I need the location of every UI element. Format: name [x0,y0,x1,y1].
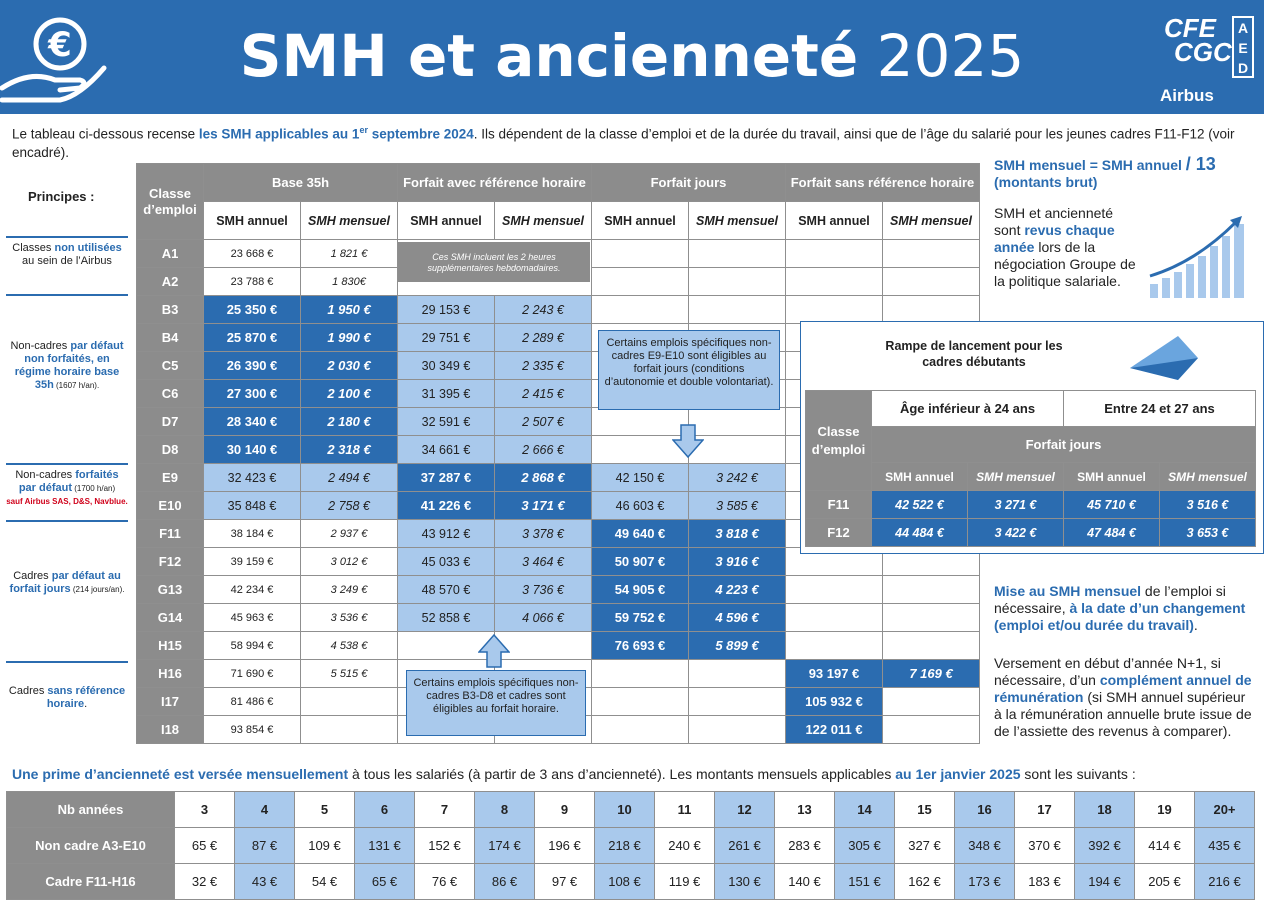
anciennete-cell: 6 [355,792,415,828]
anciennete-cell: 20+ [1195,792,1255,828]
anciennete-cell: 4 [235,792,295,828]
smh-cell: 105 932 € [786,688,883,716]
smh-revision-text: SMH et ancienneté sont revus chaque année lors de la négociation Groupe de la politique salariale. [994,205,1136,289]
anciennete-cell: 130 € [715,864,775,900]
anciennete-cell: 151 € [835,864,895,900]
page-title [0,22,1264,90]
ramp-cell: 47 484 € [1064,519,1160,547]
anciennete-row [7,828,1255,864]
label-cadres-forfait: Cadres par défaut au forfait jours (214 jours/an). [6,520,128,658]
smh-cell: 2 494 € [301,464,398,492]
label-noncadres-35h: Non-cadres par défaut non forfaités, en régime horaire base 35h (1607 h/an). [6,294,128,460]
anciennete-cell: 194 € [1075,864,1135,900]
smh-cell: 48 570 € [398,576,495,604]
smh-cell [689,688,786,716]
arrow-down-icon [672,424,704,458]
title-main: SMH et ancienneté [239,22,859,90]
ramp-cell: 45 710 € [1064,491,1160,519]
smh-cell: 2 100 € [301,380,398,408]
table-row [137,604,980,632]
ramp-cell: 3 422 € [968,519,1064,547]
anciennete-cell: 3 [175,792,235,828]
smh-cell: 31 395 € [398,380,495,408]
smh-cell: 2 289 € [495,324,592,352]
sub-mensuel: SMH mensuel [890,213,972,228]
smh-cell: 54 905 € [592,576,689,604]
classe-cell: H15 [137,632,204,660]
versement-text: Versement en début d’année N+1, si nécessaire, d’un complément annuel de rémunération (si SMH annuel supérieur à la rémunération annuelle brute issue de de l’assiette des revenus à comparer). [994,655,1252,739]
group-base35: Base 35h [204,164,398,202]
smh-cell: 2 937 € [301,520,398,548]
table-row [137,576,980,604]
classe-cell: A1 [137,240,204,268]
anciennete-cell: 10 [595,792,655,828]
logo-cgc: CGC [1174,37,1232,67]
title-year: 2025 [876,22,1025,90]
anciennete-cell: 32 € [175,864,235,900]
anciennete-cell: 131 € [355,828,415,864]
anciennete-row [7,864,1255,900]
ramp-sa: SMH annuel [1064,463,1160,491]
classe-cell: B4 [137,324,204,352]
smh-cell: 27 300 € [204,380,301,408]
smh-cell: 3 736 € [495,576,592,604]
smh-cell: 59 752 € [592,604,689,632]
anciennete-cell: 196 € [535,828,595,864]
smh-cell: 4 538 € [301,632,398,660]
anciennete-row [7,792,1255,828]
smh-cell: 3 378 € [495,520,592,548]
smh-cell: 42 234 € [204,576,301,604]
ramp-age2: Entre 24 et 27 ans [1064,391,1256,427]
ramp-icon [1128,328,1200,384]
group-forfait-jours: Forfait jours [592,164,786,202]
anciennete-cell: 18 [1075,792,1135,828]
classe-cell: G14 [137,604,204,632]
smh-cell: 3 916 € [689,548,786,576]
classe-cell: B3 [137,296,204,324]
smh-cell: 3 818 € [689,520,786,548]
anciennete-cell: 17 [1015,792,1075,828]
smh-cell: 2 666 € [495,436,592,464]
anciennete-cell: 13 [775,792,835,828]
smh-cell: 93 197 € [786,660,883,688]
smh-cell: 1 821 € [301,240,398,268]
smh-cell: 28 340 € [204,408,301,436]
smh-cell: 42 150 € [592,464,689,492]
ramp-row [806,519,1256,547]
anciennete-cell: 392 € [1075,828,1135,864]
group-forfait-sans-ref: Forfait sans référence horaire [786,164,980,202]
smh-cell: 3 012 € [301,548,398,576]
smh-cell: 58 994 € [204,632,301,660]
cfe-cgc-logo [1152,10,1262,110]
principes-label: Principes : [28,189,95,204]
smh-cell [592,688,689,716]
anciennete-cell: 183 € [1015,864,1075,900]
ramp-forfait: Forfait jours [872,427,1256,463]
anciennete-cell: 65 € [355,864,415,900]
smh-cell [301,688,398,716]
anciennete-cell: 305 € [835,828,895,864]
classe-cell: C6 [137,380,204,408]
label-cadres-sans-ref: Cadres sans référence horaire. [6,661,128,741]
callout-b3-d8: Certains emplois spécifiques non-cadres B3-D8 et cadres sont éligibles au forfait horaire. [406,670,586,736]
anciennete-cell: 370 € [1015,828,1075,864]
smh-cell: 2 180 € [301,408,398,436]
sub-mensuel: SMH mensuel [502,213,584,228]
mise-au-smh-text: Mise au SMH mensuel de l’emploi si nécessaire, à la date d’un changement (emploi et/ou durée du travail). [994,583,1246,633]
label-unused: Classes non utilisées au sein de l’Airbus [6,236,128,290]
ramp-classe: F11 [806,491,872,519]
sub-mensuel: SMH mensuel [308,213,390,228]
classe-cell: F12 [137,548,204,576]
smh-cell [786,576,883,604]
ramp-title: Rampe de lancement pour les cadres débutants [885,339,1063,369]
classe-cell: C5 [137,352,204,380]
euro-symbol: € [48,25,72,65]
smh-cell: 2 335 € [495,352,592,380]
arrow-up-icon [478,634,510,668]
anciennete-cell: 152 € [415,828,475,864]
smh-cell: 32 591 € [398,408,495,436]
smh-cell [883,268,980,296]
classe-cell: G13 [137,576,204,604]
ramp-classe: F12 [806,519,872,547]
smh-cell: 122 011 € [786,716,883,744]
smh-cell: 2 318 € [301,436,398,464]
anciennete-cell: 11 [655,792,715,828]
anciennete-cell: 9 [535,792,595,828]
ramp-cell: 3 516 € [1160,491,1256,519]
smh-cell: 71 690 € [204,660,301,688]
smh-cell [883,576,980,604]
logo-aed: AED [1232,16,1254,78]
anciennete-cell: 65 € [175,828,235,864]
sub-mensuel: SMH mensuel [696,213,778,228]
anciennete-cell: 108 € [595,864,655,900]
smh-cell: 39 159 € [204,548,301,576]
smh-cell: 38 184 € [204,520,301,548]
smh-cell: 30 349 € [398,352,495,380]
group-forfait-ref: Forfait avec référence horaire [398,164,592,202]
smh-cell: 49 640 € [592,520,689,548]
smh-cell [592,296,689,324]
smh-cell [689,268,786,296]
growth-chart-icon [1146,212,1258,300]
smh-cell: 3 464 € [495,548,592,576]
smh-cell: 3 536 € [301,604,398,632]
smh-cell [689,660,786,688]
anciennete-cell: 414 € [1135,828,1195,864]
smh-cell [689,296,786,324]
smh-cell: 45 033 € [398,548,495,576]
smh-cell: 4 596 € [689,604,786,632]
anciennete-intro: Une prime d’ancienneté est versée mensuellement à tous les salariés (à partir de 3 ans d’ancienneté). Les montants mensuels applicables au 1er janvier 2025 sont les suivants : [12,766,1136,782]
smh-cell: 50 907 € [592,548,689,576]
smh-cell: 1 950 € [301,296,398,324]
smh-cell: 81 486 € [204,688,301,716]
smh-cell [786,240,883,268]
anciennete-cell: 261 € [715,828,775,864]
label-noncadres-forfait: Non-cadres forfaités par défaut (1700 h/an) sauf Airbus SAS, D&S, Navblue. [6,463,128,517]
ramp-cell: 3 271 € [968,491,1064,519]
ramp-sm: SMH mensuel [968,463,1064,491]
smh-cell: 76 693 € [592,632,689,660]
classe-cell: H16 [137,660,204,688]
smh-cell: 37 287 € [398,464,495,492]
logo-airbus: Airbus [1160,86,1214,105]
anciennete-cell: 5 [295,792,355,828]
anciennete-cell: 218 € [595,828,655,864]
anciennete-cell: 76 € [415,864,475,900]
smh-cell: 2 868 € [495,464,592,492]
note-heures-sup: Ces SMH incluent les 2 heures supplémentaires hebdomadaires. [398,242,590,282]
smh-cell: 2 758 € [301,492,398,520]
smh-cell: 29 751 € [398,324,495,352]
smh-cell: 29 153 € [398,296,495,324]
ramp-cell: 42 522 € [872,491,968,519]
anciennete-cell: 7 [415,792,475,828]
anciennete-cell: 174 € [475,828,535,864]
anciennete-cell: 283 € [775,828,835,864]
smh-cell [786,632,883,660]
classe-cell: A2 [137,268,204,296]
logo-cfe: CFE [1164,13,1216,43]
smh-cell: 23 788 € [204,268,301,296]
smh-cell: 26 390 € [204,352,301,380]
anciennete-cell: 162 € [895,864,955,900]
smh-cell: 46 603 € [592,492,689,520]
header-banner [0,0,1264,114]
anciennete-header: Non cadre A3-E10 [7,828,175,864]
smh-cell: 30 140 € [204,436,301,464]
anciennete-table [6,791,1255,900]
smh-cell: 3 249 € [301,576,398,604]
ramp-sm: SMH mensuel [1160,463,1256,491]
anciennete-cell: 327 € [895,828,955,864]
smh-cell [592,268,689,296]
anciennete-cell: 435 € [1195,828,1255,864]
ramp-col-classe: Classe d’emploi [806,391,872,491]
anciennete-cell: 97 € [535,864,595,900]
anciennete-cell: 16 [955,792,1015,828]
smh-cell: 2 507 € [495,408,592,436]
smh-cell: 1 990 € [301,324,398,352]
classe-cell: I17 [137,688,204,716]
smh-cell: 1 830€ [301,268,398,296]
classe-cell: E9 [137,464,204,492]
ramp-cell: 3 653 € [1160,519,1256,547]
smh-cell [592,716,689,744]
col-classe: Classe d’emploi [137,164,204,240]
smh-cell: 34 661 € [398,436,495,464]
anciennete-cell: 54 € [295,864,355,900]
anciennete-header: Nb années [7,792,175,828]
smh-formula: SMH mensuel = SMH annuel / 13 (montants brut) [994,154,1216,190]
smh-cell: 2 415 € [495,380,592,408]
ramp-cell: 44 484 € [872,519,968,547]
sub-annuel: SMH annuel [204,202,301,240]
anciennete-cell: 173 € [955,864,1015,900]
classe-cell: I18 [137,716,204,744]
smh-cell [592,240,689,268]
smh-cell [689,240,786,268]
anciennete-cell: 86 € [475,864,535,900]
smh-cell: 3 171 € [495,492,592,520]
smh-cell: 3 242 € [689,464,786,492]
anciennete-cell: 109 € [295,828,355,864]
anciennete-cell: 119 € [655,864,715,900]
anciennete-cell: 15 [895,792,955,828]
sub-annuel: SMH annuel [398,202,495,240]
smh-cell: 3 585 € [689,492,786,520]
anciennete-cell: 205 € [1135,864,1195,900]
table-row [137,632,980,660]
anciennete-cell: 14 [835,792,895,828]
smh-cell: 4 066 € [495,604,592,632]
sub-annuel: SMH annuel [786,202,883,240]
smh-cell [786,296,883,324]
ramp-row [806,491,1256,519]
smh-cell [883,716,980,744]
anciennete-header: Cadre F11-H16 [7,864,175,900]
smh-cell [689,716,786,744]
smh-cell [883,688,980,716]
smh-cell: 32 423 € [204,464,301,492]
anciennete-cell: 12 [715,792,775,828]
smh-cell: 93 854 € [204,716,301,744]
smh-cell: 5 515 € [301,660,398,688]
smh-cell: 2 243 € [495,296,592,324]
smh-cell [786,268,883,296]
anciennete-cell: 348 € [955,828,1015,864]
anciennete-cell: 240 € [655,828,715,864]
anciennete-cell: 140 € [775,864,835,900]
smh-cell: 43 912 € [398,520,495,548]
classe-cell: E10 [137,492,204,520]
classe-cell: D8 [137,436,204,464]
smh-cell: 4 223 € [689,576,786,604]
anciennete-cell: 43 € [235,864,295,900]
smh-cell: 23 668 € [204,240,301,268]
smh-cell [786,604,883,632]
classe-cell: F11 [137,520,204,548]
smh-cell [301,716,398,744]
smh-cell [592,660,689,688]
callout-e9-e10: Certains emplois spécifiques non-cadres E9-E10 sont éligibles au forfait jours (conditions d’autonomie et double volontariat). [598,330,780,410]
smh-cell: 45 963 € [204,604,301,632]
table-row [137,296,980,324]
smh-cell: 25 870 € [204,324,301,352]
smh-cell: 2 030 € [301,352,398,380]
smh-cell [883,296,980,324]
anciennete-cell: 8 [475,792,535,828]
sub-annuel: SMH annuel [592,202,689,240]
smh-cell: 7 169 € [883,660,980,688]
anciennete-cell: 19 [1135,792,1195,828]
smh-cell [883,604,980,632]
smh-cell [883,632,980,660]
intro-text: Le tableau ci-dessous recense les SMH applicables au 1er septembre 2024. Ils dépendent de la classe d’emploi et de la durée du travail, ainsi que de l’âge du salarié pour les jeunes cadres F11-F12 (voir encadré). [12,125,1235,160]
smh-cell [883,240,980,268]
smh-cell: 5 899 € [689,632,786,660]
classe-cell: D7 [137,408,204,436]
anciennete-cell: 216 € [1195,864,1255,900]
smh-cell: 52 858 € [398,604,495,632]
smh-cell: 25 350 € [204,296,301,324]
anciennete-cell: 87 € [235,828,295,864]
ramp-table [805,390,1256,547]
smh-cell: 41 226 € [398,492,495,520]
ramp-sa: SMH annuel [872,463,968,491]
ramp-age1: Âge inférieur à 24 ans [872,391,1064,427]
smh-cell: 35 848 € [204,492,301,520]
